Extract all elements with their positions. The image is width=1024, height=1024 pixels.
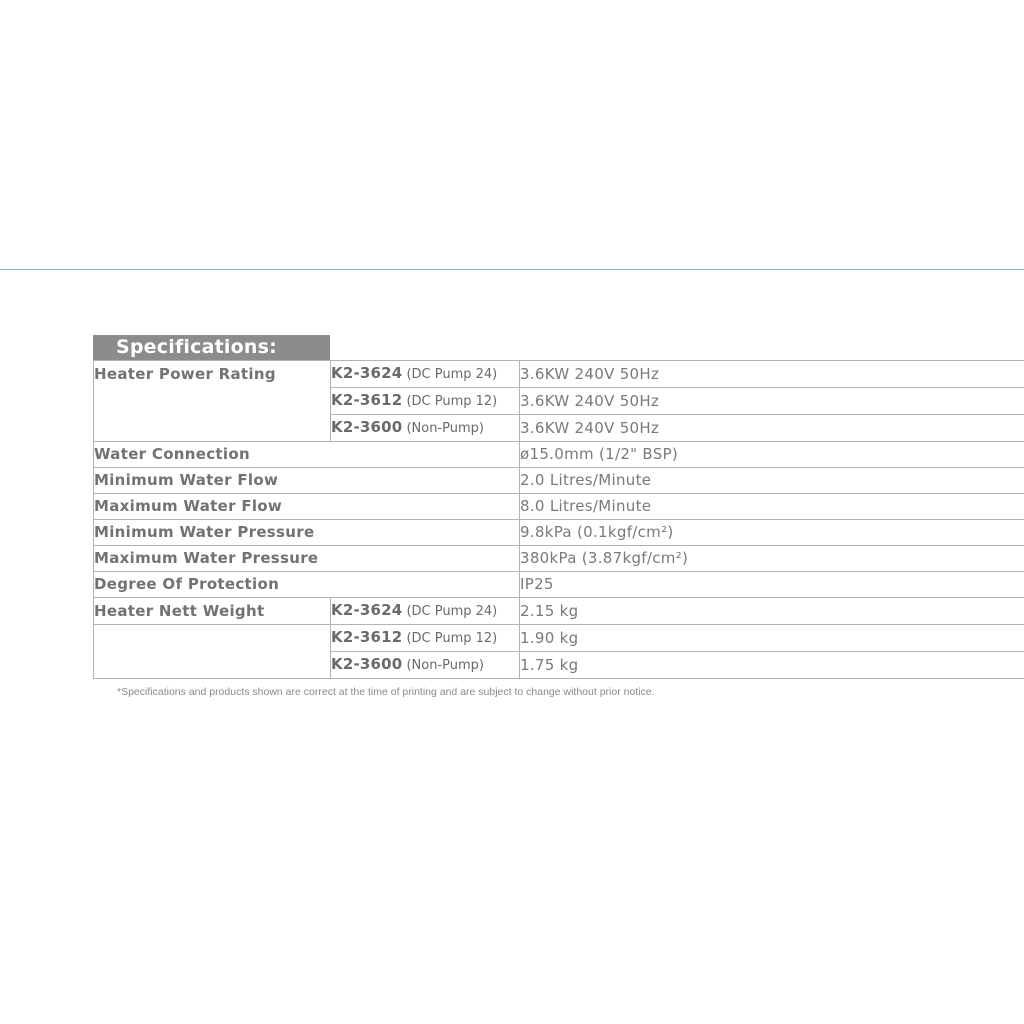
row-value: 8.0 Litres/Minute (520, 494, 1024, 520)
row-value: 1.90 kg (520, 625, 1024, 652)
specifications-table (93, 360, 1024, 679)
model-cell (331, 625, 520, 652)
row-label: Heater Power Rating (94, 361, 331, 388)
row-value: 380kPa (3.87kgf/cm²) (520, 546, 1024, 572)
model-cell (331, 598, 520, 625)
top-divider-line (0, 269, 1024, 270)
model-code: K2-3612 (331, 628, 403, 646)
row-label (94, 625, 331, 652)
model-code: K2-3600 (331, 418, 403, 436)
row-label (94, 415, 331, 442)
model-note: (DC Pump 12) (406, 394, 498, 409)
row-label: Minimum Water Pressure (94, 520, 520, 546)
table-row (94, 520, 1024, 546)
model-cell (331, 415, 520, 442)
row-value: 9.8kPa (0.1kgf/cm²) (520, 520, 1024, 546)
model-code: K2-3624 (331, 364, 403, 382)
table-row (94, 572, 1024, 598)
row-value: 2.15 kg (520, 598, 1024, 625)
table-row (94, 442, 1024, 468)
model-cell (331, 361, 520, 388)
row-value: ø15.0mm (1/2" BSP) (520, 442, 1024, 468)
row-value: 3.6KW 240V 50Hz (520, 388, 1024, 415)
row-label: Degree Of Protection (94, 572, 520, 598)
row-value: 3.6KW 240V 50Hz (520, 361, 1024, 388)
model-note: (Non-Pump) (406, 421, 484, 436)
model-code: K2-3612 (331, 391, 403, 409)
row-label (94, 388, 331, 415)
footnote-disclaimer: *Specifications and products shown are correct at the time of printing and are subject to change without prior notice. (117, 686, 655, 698)
model-cell (331, 652, 520, 679)
model-note: (DC Pump 24) (406, 367, 498, 382)
row-label: Maximum Water Pressure (94, 546, 520, 572)
table-row (94, 546, 1024, 572)
table-row (94, 494, 1024, 520)
table-row (94, 598, 1024, 625)
table-row (94, 468, 1024, 494)
row-label: Minimum Water Flow (94, 468, 520, 494)
row-label: Heater Nett Weight (94, 598, 331, 625)
row-label: Maximum Water Flow (94, 494, 520, 520)
table-row (94, 652, 1024, 679)
table-row (94, 361, 1024, 388)
row-label: Water Connection (94, 442, 520, 468)
model-code: K2-3624 (331, 601, 403, 619)
row-value: 3.6KW 240V 50Hz (520, 415, 1024, 442)
model-note: (Non-Pump) (406, 658, 484, 673)
model-cell (331, 388, 520, 415)
row-label (94, 652, 331, 679)
row-value: 1.75 kg (520, 652, 1024, 679)
table-row (94, 415, 1024, 442)
specifications-heading: Specifications: (93, 335, 330, 360)
row-value: 2.0 Litres/Minute (520, 468, 1024, 494)
model-note: (DC Pump 24) (406, 604, 498, 619)
model-code: K2-3600 (331, 655, 403, 673)
table-row (94, 625, 1024, 652)
row-value: IP25 (520, 572, 1024, 598)
model-note: (DC Pump 12) (406, 631, 498, 646)
table-row (94, 388, 1024, 415)
